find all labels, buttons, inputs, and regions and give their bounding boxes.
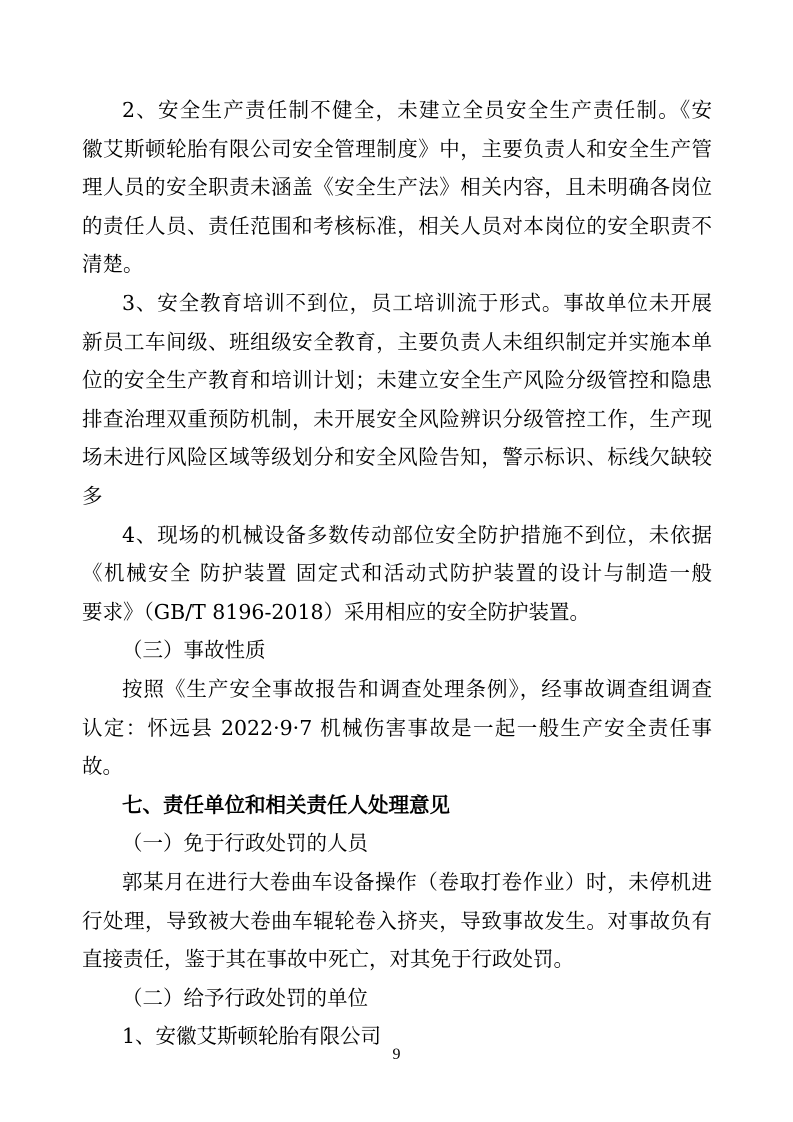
subheading-exempt-persons: （一）免于行政处罚的人员: [122, 831, 368, 855]
paragraph-2-line-3: 理人员的安全职责未涵盖《安全生产法》相关内容，且未明确各岗位: [82, 175, 712, 199]
section-heading-accident-nature: （三）事故性质: [122, 638, 266, 662]
page-number: 9: [392, 1046, 401, 1063]
paragraph-3-line-6: 多: [82, 484, 103, 508]
paragraph-exempt-line-2: 行处理，导致被大卷曲车辊轮卷入挤夹，导致事故发生。对事故负有: [82, 909, 712, 933]
paragraph-nature-line-2: 认定：怀远县 2022·9·7 机械伤害事故是一起一般生产安全责任事: [82, 716, 712, 740]
paragraph-3-line-3: 位的安全生产教育和培训计划；未建立安全生产风险分级管控和隐患: [82, 368, 712, 392]
paragraph-2-line-2: 徽艾斯顿轮胎有限公司安全管理制度》中，主要负责人和安全生产管: [82, 137, 712, 161]
paragraph-nature-line-1: 按照《生产安全事故报告和调查处理条例》，经事故调查组调查: [122, 677, 712, 701]
paragraph-3-line-5: 场未进行风险区域等级划分和安全风险告知，警示标识、标线欠缺较: [82, 445, 712, 469]
paragraph-4-line-3: 要求》（GB/T 8196-2018）采用相应的安全防护装置。: [82, 600, 591, 624]
paragraph-4-line-2: 《机械安全 防护装置 固定式和活动式防护装置的设计与制造一般: [82, 561, 712, 585]
paragraph-3-line-4: 排查治理双重预防机制，未开展安全风险辨识分级管控工作，生产现: [82, 407, 712, 431]
paragraph-3-line-1: 3、安全教育培训不到位，员工培训流于形式。事故单位未开展: [122, 291, 712, 315]
subheading-penalized-units: （二）给予行政处罚的单位: [122, 986, 368, 1010]
paragraph-2-line-4: 的责任人员、责任范围和考核标准，相关人员对本岗位的安全职责不: [82, 214, 712, 238]
paragraph-exempt-line-3: 直接责任，鉴于其在事故中死亡，对其免于行政处罚。: [82, 947, 574, 971]
chapter-heading-7: 七、责任单位和相关责任人处理意见: [122, 793, 450, 817]
paragraph-exempt-line-1: 郭某月在进行大卷曲车设备操作（卷取打卷作业）时，未停机进: [122, 870, 712, 894]
paragraph-4-line-1: 4、现场的机械设备多数传动部位安全防护措施不到位，未依据: [122, 523, 712, 547]
paragraph-2-line-5: 清楚。: [82, 252, 144, 276]
paragraph-3-line-2: 新员工车间级、班组级安全教育，主要负责人未组织制定并实施本单: [82, 330, 712, 354]
paragraph-2-line-1: 2、安全生产责任制不健全，未建立全员安全生产责任制。《安: [122, 98, 712, 122]
paragraph-nature-line-3: 故。: [82, 754, 123, 778]
item-1-company: 1、安徽艾斯顿轮胎有限公司: [122, 1024, 382, 1048]
